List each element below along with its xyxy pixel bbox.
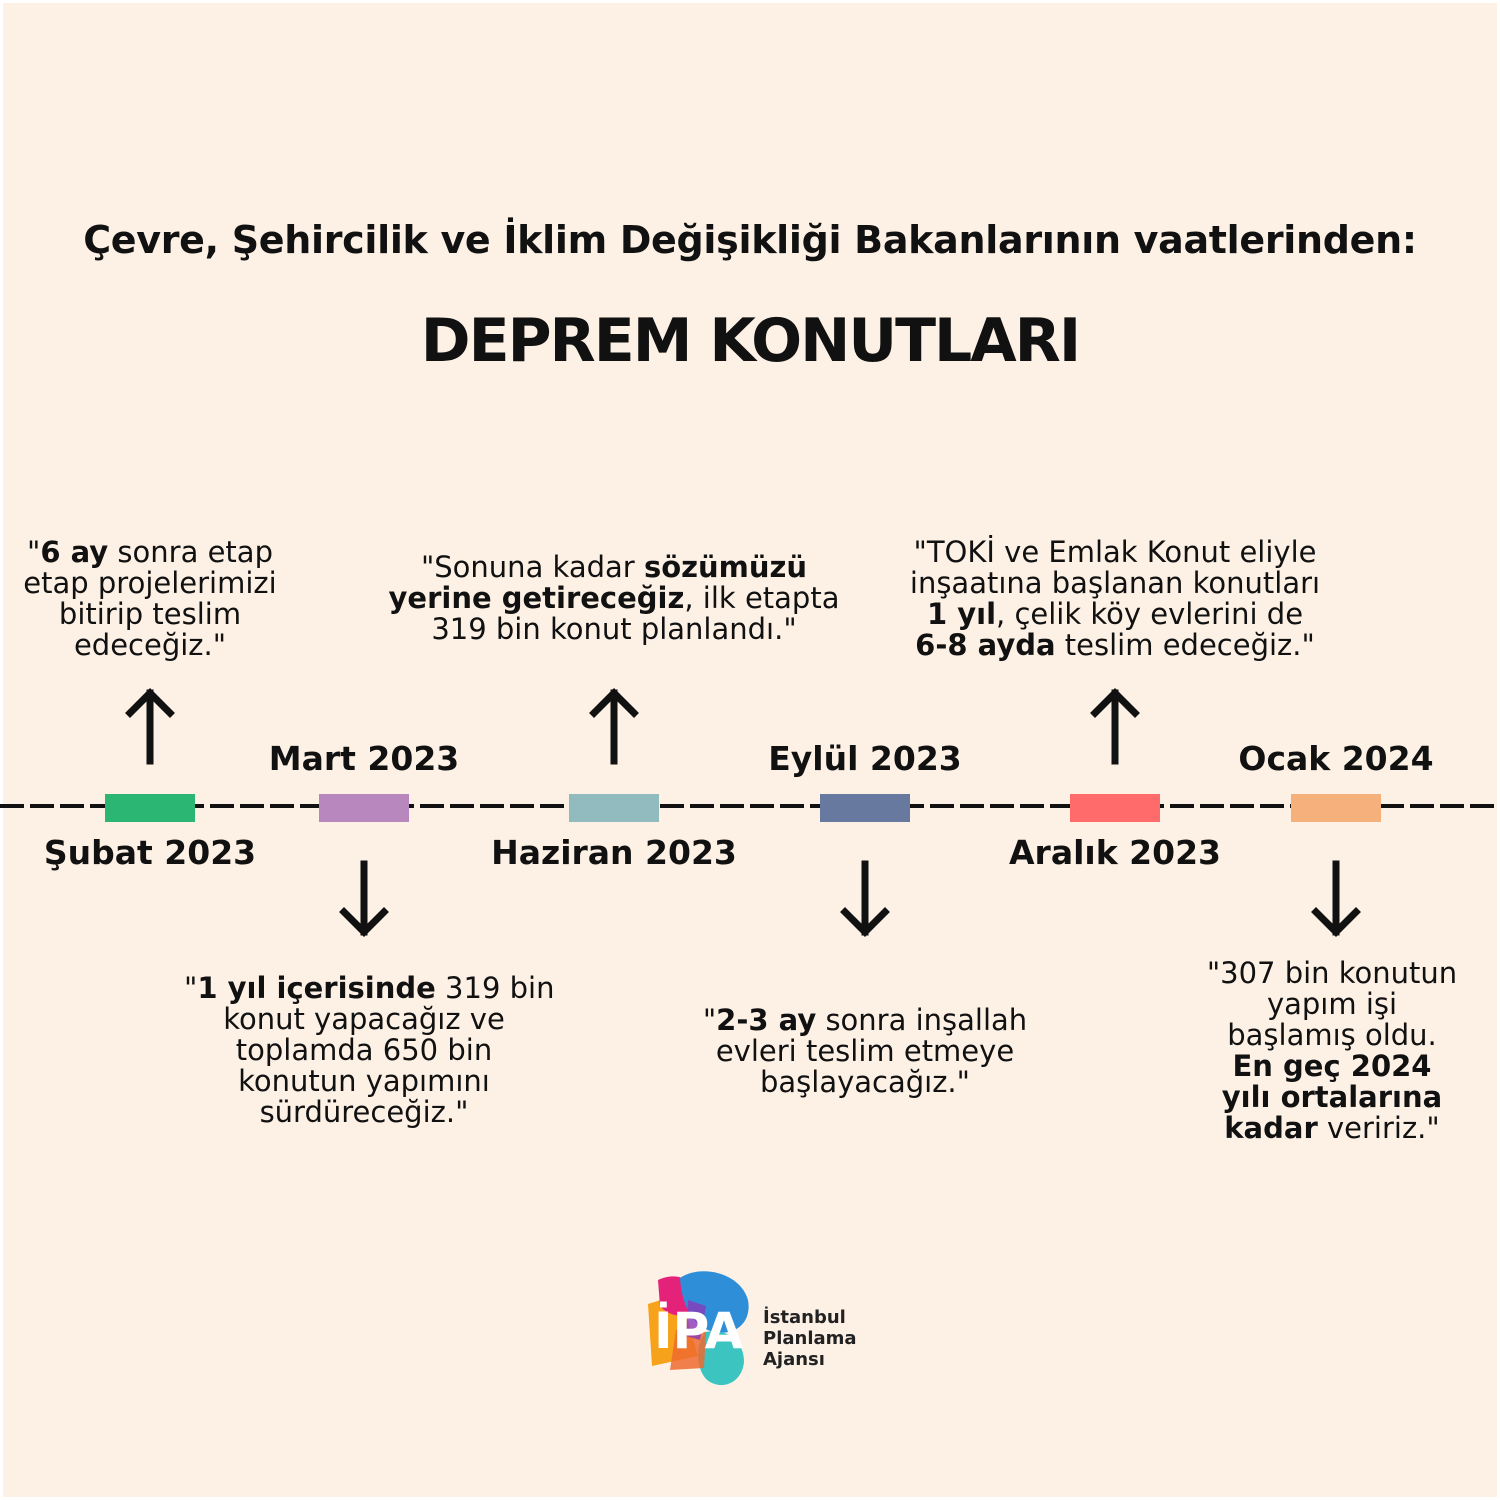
quote-line [184, 1004, 544, 1035]
quote-text: yapım işi [1266, 987, 1398, 1021]
date-label-haziran-2023: Haziran 2023 [491, 833, 737, 872]
quote-emphasis: yerine getireceğiz [388, 581, 685, 615]
arrow-down-icon [835, 860, 895, 940]
quote-text: "307 bin konutun [1206, 956, 1458, 990]
quote-line [0, 599, 300, 630]
marker-eylul-2023 [820, 794, 910, 822]
quote-text: "TOKİ ve Emlak Konut eliyle [913, 535, 1317, 569]
quote-text: edeceğiz." [73, 628, 227, 662]
quote-line [870, 568, 1360, 599]
arrow-down-icon [334, 860, 394, 940]
quote-emphasis: sözümüzü [643, 550, 808, 584]
quote-emphasis: yılı ortalarına [1221, 1080, 1443, 1114]
quote-text: veririz." [1317, 1111, 1440, 1145]
quote-text: bitirip teslim [58, 597, 242, 631]
quote-text: başlayacağız." [759, 1065, 970, 1099]
quote-line [675, 1005, 1055, 1036]
marker-ocak-2024 [1291, 794, 1381, 822]
date-label-subat-2023: Şubat 2023 [43, 833, 257, 872]
quote-emphasis: 6 ay [40, 535, 109, 569]
quote-text: etap projelerimizi [23, 566, 277, 600]
quote-emphasis: kadar [1224, 1111, 1318, 1145]
quote-line [870, 630, 1360, 661]
arrow-up-icon [120, 685, 180, 765]
quote-line [0, 568, 300, 599]
quote-line [0, 630, 300, 661]
quote-text: 319 bin konut planlandı." [431, 612, 797, 646]
logo-text [763, 1307, 857, 1370]
quote-line [184, 1066, 544, 1097]
date-label-aralik-2023: Aralık 2023 [1009, 833, 1221, 872]
marker-aralik-2023 [1070, 794, 1160, 822]
quote-text: " [702, 1003, 717, 1037]
quote-text: konutun yapımını [238, 1064, 490, 1098]
date-label-mart-2023: Mart 2023 [268, 739, 460, 778]
quote-emphasis: 2-3 ay [716, 1003, 817, 1037]
logo-line: İstanbul [763, 1307, 846, 1328]
logo-line: Ajansı [763, 1349, 825, 1370]
quote-text: " [27, 535, 41, 569]
quote-line [184, 971, 555, 1005]
quote-emphasis: 6-8 ayda [915, 628, 1056, 662]
timeline-dashed-line [0, 804, 1500, 808]
quote-line [1182, 958, 1482, 989]
quote-line [1182, 989, 1482, 1020]
logo-mark: İPA [654, 1302, 744, 1360]
quote-line [870, 537, 1360, 568]
quote-text: teslim edeceğiz." [1055, 628, 1315, 662]
arrow-up-icon [584, 685, 644, 765]
quote-text: başlamış oldu. [1227, 1018, 1437, 1052]
quote-text: , ilk etapta [684, 581, 840, 615]
quote-text: inşaatına başlanan konutları [909, 566, 1321, 600]
quote-aralik-2023 [870, 537, 1360, 661]
quote-text: "Sonuna kadar [420, 550, 644, 584]
quote-eylul-2023 [675, 1005, 1055, 1098]
quote-subat-2023 [0, 537, 300, 661]
date-label-eylul-2023: Eylül 2023 [768, 739, 962, 778]
arrow-up-icon [1085, 685, 1145, 765]
quote-text: " [184, 971, 198, 1005]
quote-haziran-2023 [374, 552, 854, 645]
quote-text: evleri teslim etmeye [715, 1034, 1015, 1068]
page-title: DEPREM KONUTLARI [420, 306, 1080, 376]
quote-text: sonra etap [108, 535, 273, 569]
quote-mart-2023 [184, 971, 555, 1129]
quote-text: sonra inşallah [816, 1003, 1028, 1037]
logo-line: Planlama [763, 1328, 857, 1349]
quote-line [374, 552, 854, 583]
quote-line [1182, 1082, 1482, 1113]
quote-text: sürdüreceğiz." [259, 1095, 469, 1129]
quote-emphasis: 1 yıl içerisinde [197, 971, 436, 1005]
marker-mart-2023 [319, 794, 409, 822]
quote-line [184, 1035, 544, 1066]
quote-text: 319 bin [435, 971, 555, 1005]
quote-line [675, 1036, 1055, 1067]
marker-haziran-2023 [569, 794, 659, 822]
quote-emphasis: 1 yıl [926, 597, 997, 631]
marker-subat-2023 [105, 794, 195, 822]
quote-line [675, 1067, 1055, 1098]
quote-text: , çelik köy evlerini de [996, 597, 1304, 631]
quote-line [184, 1097, 544, 1128]
quote-line [0, 537, 300, 568]
quote-line [374, 583, 854, 614]
quote-text: toplamda 650 bin [235, 1033, 493, 1067]
quote-line [1182, 1020, 1482, 1051]
quote-line [1182, 1051, 1482, 1082]
quote-text: konut yapacağız ve [223, 1002, 505, 1036]
quote-ocak-2024 [1182, 958, 1482, 1144]
quote-emphasis: En geç 2024 [1232, 1049, 1432, 1083]
date-label-ocak-2024: Ocak 2024 [1238, 739, 1434, 778]
quote-line [870, 599, 1360, 630]
quote-line [374, 614, 854, 645]
quote-line [1182, 1113, 1482, 1144]
subtitle: Çevre, Şehircilik ve İklim Değişikliği Bakanlarının vaatlerinden: [83, 218, 1417, 262]
arrow-down-icon [1306, 860, 1366, 940]
